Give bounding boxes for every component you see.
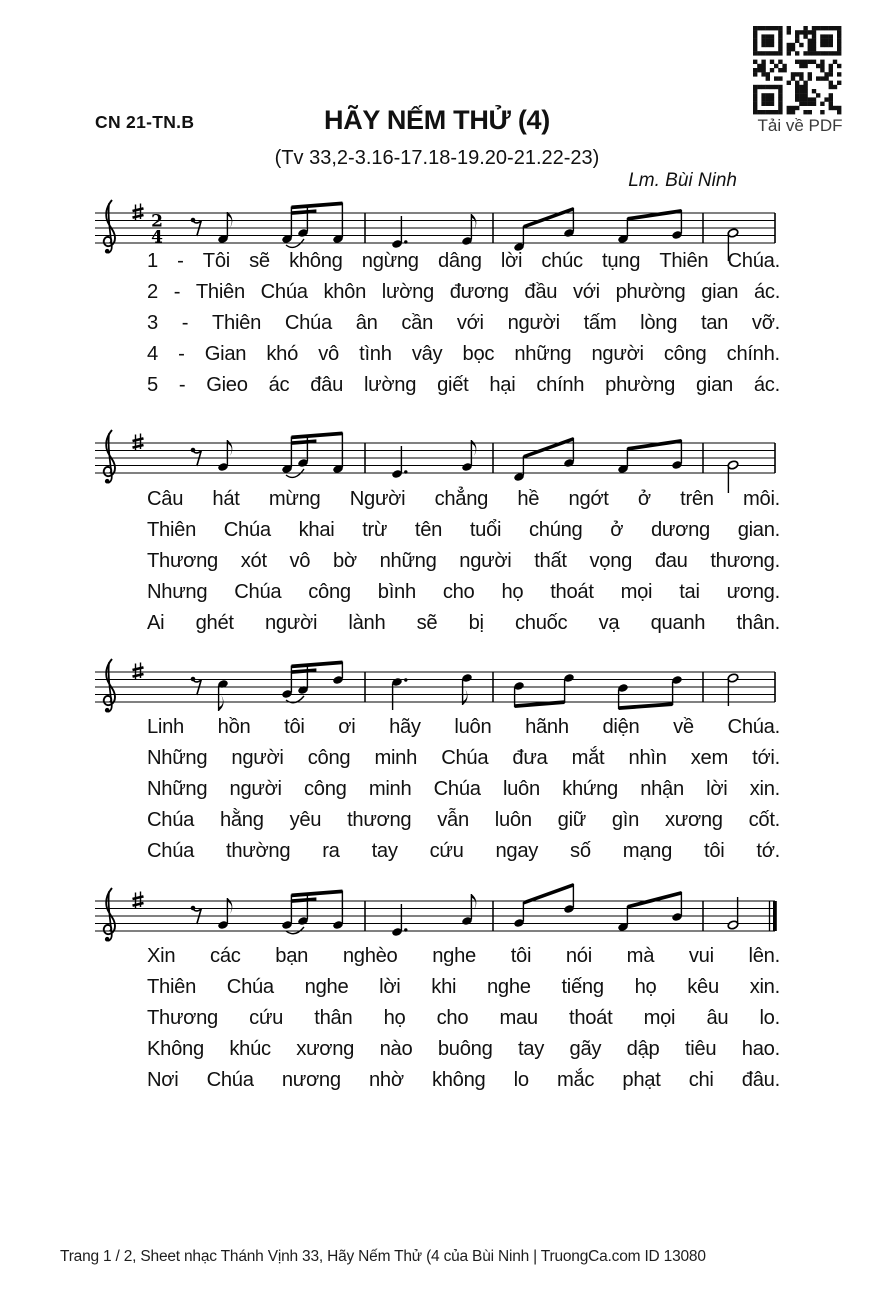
lyric-word: hao. — [741, 1038, 780, 1060]
lyric-word: buông — [437, 1038, 493, 1060]
lyric-word: xót — [240, 550, 267, 572]
lyric-word: tôi — [510, 945, 532, 967]
lyric-word: cứu — [429, 840, 464, 862]
lyric-word: Chúa — [433, 778, 481, 800]
lyric-word: lên. — [748, 945, 780, 967]
lyric-word: mọi — [620, 581, 653, 603]
lyric-word: đau — [654, 550, 688, 572]
lyric-line — [147, 1069, 780, 1100]
lyric-word: Những — [147, 778, 208, 800]
lyric-word: Thiên — [659, 250, 709, 272]
lyric-word: Tôi — [202, 250, 230, 272]
treble-clef-icon — [104, 430, 115, 484]
lyric-word: người — [459, 550, 512, 572]
qr-code[interactable] — [753, 26, 841, 114]
lyric-word: tiếng — [561, 976, 604, 998]
lyric-word: Thiên — [147, 519, 196, 541]
lyric-word: họ — [501, 581, 524, 603]
lyric-word: lường — [363, 374, 417, 396]
time-signature-bottom: 4 — [151, 227, 163, 248]
lyric-word: người — [264, 612, 318, 634]
lyric-word: những — [514, 343, 572, 365]
lyric-word: đâu. — [741, 1069, 780, 1091]
lyric-line — [147, 312, 780, 343]
lyric-word: phường — [615, 281, 686, 303]
footer-text: Trang 1 / 2, Sheet nhạc Thánh Vịnh 33, Hãy Nếm Thử (4 của Bùi Ninh | TruongCa.com ID 13080 — [60, 1248, 706, 1265]
lyric-word: không — [289, 250, 343, 272]
lyric-line — [147, 1038, 780, 1069]
lyric-word: xem — [690, 747, 728, 769]
lyric-line — [147, 550, 780, 581]
lyric-word: Thiên — [147, 976, 196, 998]
lyric-word: nhờ — [368, 1069, 404, 1091]
lyric-word: tiêu — [684, 1038, 717, 1060]
lyric-word: vô — [318, 343, 339, 365]
lyric-word: lường — [381, 281, 434, 303]
lyric-word: Xin — [147, 945, 176, 967]
lyric-word: vui — [688, 945, 714, 967]
download-pdf-link[interactable] — [753, 26, 847, 136]
lyric-word: giết — [437, 374, 469, 396]
liturgical-code: CN 21-TN.B — [95, 112, 195, 132]
lyric-word: gãy — [569, 1038, 602, 1060]
lyric-word: - — [173, 281, 181, 303]
lyric-word: 4 — [147, 343, 158, 365]
lyric-word: bạn — [275, 945, 309, 967]
lyric-word: hằng — [219, 809, 264, 831]
lyric-line — [147, 809, 780, 840]
lyric-word: tôi — [704, 840, 725, 862]
lyric-line — [147, 1007, 780, 1038]
lyric-word: Chúa — [223, 519, 271, 541]
lyric-word: vô — [289, 550, 311, 572]
lyric-word: sẽ — [249, 250, 270, 272]
lyric-word: - — [178, 343, 185, 365]
lyric-word: thân. — [736, 612, 780, 634]
lyric-word: tên — [414, 519, 443, 541]
lyric-line — [147, 778, 780, 809]
lyric-word: tay — [371, 840, 398, 862]
lyric-word: 2 — [147, 281, 158, 303]
lyric-word: chính. — [726, 343, 780, 365]
lyric-word: thất — [534, 550, 567, 572]
lyric-word: tới. — [752, 747, 780, 769]
sharp-icon — [133, 204, 144, 221]
lyric-word: Chúa — [441, 747, 489, 769]
lyric-line — [147, 976, 780, 1007]
lyric-word: cứu — [249, 1007, 284, 1029]
lyric-line — [147, 488, 780, 519]
composer-name: Lm. Bùi Ninh — [628, 170, 737, 191]
lyric-word: đưa — [512, 747, 548, 769]
lyric-word: vây — [411, 343, 443, 365]
lyric-line — [147, 945, 780, 976]
lyric-word: cho — [436, 1007, 469, 1029]
lyric-word: 3 — [147, 312, 158, 334]
lyric-word: Chúa — [226, 976, 274, 998]
lyric-word: ác. — [753, 281, 780, 303]
lyric-word: tôi — [284, 716, 305, 738]
lyric-word: diện — [602, 716, 640, 738]
treble-clef-icon — [104, 659, 115, 713]
lyric-word: công — [663, 343, 707, 365]
lyric-word: mắt — [571, 747, 605, 769]
lyric-word: 1 — [147, 250, 158, 272]
lyric-word: ghét — [195, 612, 234, 634]
lyric-word: 5 — [147, 374, 158, 396]
lyric-word: các — [210, 945, 241, 967]
lyric-word: tụng — [602, 250, 641, 272]
lyric-word: ngừng — [361, 250, 419, 272]
lyric-word: Những — [147, 747, 208, 769]
lyric-word: tay — [518, 1038, 545, 1060]
lyric-word: dập — [626, 1038, 660, 1060]
lyric-line — [147, 840, 780, 871]
lyric-word: hãy — [389, 716, 421, 738]
treble-clef-icon — [104, 888, 115, 942]
lyric-word: nghe — [304, 976, 349, 998]
lyric-word: hãnh — [525, 716, 569, 738]
lyric-word: tuổi — [469, 519, 502, 541]
lyric-word: Chúa — [147, 840, 195, 862]
verse-block-2 — [147, 488, 780, 643]
lyric-word: luôn — [454, 716, 492, 738]
lyric-line — [147, 281, 780, 312]
lyric-word: phường — [605, 374, 676, 396]
lyric-word: những — [379, 550, 437, 572]
lyric-word: minh — [374, 747, 418, 769]
lyric-word: hề — [517, 488, 540, 510]
lyric-word: với — [572, 281, 600, 303]
time-signature-top: 2 — [151, 211, 163, 232]
lyric-word: ác — [268, 374, 290, 396]
lyric-word: khó — [266, 343, 299, 365]
lyric-word: vạ — [598, 612, 620, 634]
lyric-word: nói — [565, 945, 592, 967]
lyric-line — [147, 747, 780, 778]
lyric-word: nghe — [486, 976, 531, 998]
lyric-word: vọng — [589, 550, 633, 572]
lyric-word: lo. — [759, 1007, 780, 1029]
lyric-line — [147, 250, 780, 281]
lyric-word: Chúa — [260, 281, 308, 303]
lyric-word: tấm — [583, 312, 617, 334]
lyric-word: kêu — [687, 976, 719, 998]
lyric-word: đâu — [310, 374, 344, 396]
lyric-word: trừ — [362, 519, 388, 541]
lyric-word: Nơi — [147, 1069, 179, 1091]
lyric-word: Ai — [147, 612, 165, 634]
lyric-word: ác. — [753, 374, 780, 396]
lyric-word: lời — [706, 778, 728, 800]
lyric-word: lời — [500, 250, 523, 272]
lyric-word: ương. — [726, 581, 780, 603]
lyric-word: nhìn — [628, 747, 667, 769]
lyric-word: chi — [688, 1069, 714, 1091]
lyric-word: âu — [706, 1007, 729, 1029]
lyric-word: khi — [431, 976, 457, 998]
lyric-word: mà — [626, 945, 655, 967]
lyric-word: lòng — [640, 312, 678, 334]
lyric-word: thoát — [550, 581, 594, 603]
lyric-word: khúc — [229, 1038, 271, 1060]
psalm-reference: (Tv 33,2-3.16-17.18-19.20-21.22-23) — [274, 147, 600, 169]
lyric-word: Chúa — [147, 809, 195, 831]
lyric-word: chẳng — [434, 488, 489, 510]
lyric-word: Thương — [147, 550, 218, 572]
lyric-word: tan — [700, 312, 729, 334]
verse-block-3 — [147, 716, 780, 871]
lyric-word: tình — [359, 343, 392, 365]
lyric-word: về — [673, 716, 694, 738]
lyric-word: luôn — [502, 778, 540, 800]
lyric-line — [147, 519, 780, 550]
lyric-line — [147, 716, 780, 747]
lyric-word: không — [431, 1069, 486, 1091]
lyric-word: lành — [348, 612, 386, 634]
lyric-word: dương — [650, 519, 710, 541]
lyric-word: Chúa — [234, 581, 282, 603]
lyric-word: Linh — [147, 716, 184, 738]
lyric-word: cần — [401, 312, 434, 334]
qr-label[interactable]: Tải về PDF — [757, 116, 843, 136]
lyric-word: giữ — [557, 809, 586, 831]
lyric-word: người — [591, 343, 644, 365]
lyric-word: cốt. — [748, 809, 780, 831]
lyric-word: nghèo — [342, 945, 398, 967]
lyric-word: họ — [383, 1007, 406, 1029]
lyric-word: mau — [499, 1007, 538, 1029]
lyric-word: môi. — [743, 488, 780, 510]
lyric-word: xương — [664, 809, 723, 831]
sharp-icon — [133, 663, 144, 680]
lyric-word: Người — [349, 488, 406, 510]
lyric-word: Chúa. — [727, 250, 780, 272]
lyric-word: nào — [379, 1038, 413, 1060]
lyric-word: phạt — [622, 1069, 661, 1091]
lyric-word: nhận — [640, 778, 684, 800]
lyric-word: ra — [322, 840, 340, 862]
verse-block-4 — [147, 945, 780, 1100]
sharp-icon — [133, 434, 144, 451]
lyric-word: người — [231, 747, 284, 769]
lyric-word: Chúa. — [727, 716, 780, 738]
lyric-word: ngay — [495, 840, 539, 862]
lyric-word: vỡ. — [751, 312, 780, 334]
lyric-word: Không — [147, 1038, 204, 1060]
lyric-word: mừng — [268, 488, 321, 510]
lyric-word: số — [570, 840, 591, 862]
lyric-word: hát — [212, 488, 240, 510]
lyric-line — [147, 581, 780, 612]
lyric-word: gìn — [611, 809, 640, 831]
lyric-word: chính — [536, 374, 585, 396]
lyric-word: thương. — [710, 550, 780, 572]
lyric-word: khôn — [323, 281, 367, 303]
lyric-word: minh — [368, 778, 412, 800]
lyric-word: nghe — [432, 945, 476, 967]
lyric-word: Câu — [147, 488, 184, 510]
lyric-word: khứng — [562, 778, 618, 800]
lyric-word: gian. — [737, 519, 780, 541]
lyric-word: thoát — [569, 1007, 613, 1029]
lyric-word: khai — [298, 519, 335, 541]
lyric-word: đầu — [524, 281, 558, 303]
lyric-word: hại — [489, 374, 516, 396]
lyric-word: chúng — [528, 519, 583, 541]
lyric-word: ở — [610, 519, 624, 541]
lyric-word: thân — [314, 1007, 353, 1029]
lyric-word: lời — [379, 976, 401, 998]
lyric-word: tai — [679, 581, 700, 603]
lyric-word: Chúa — [206, 1069, 254, 1091]
lyric-word: công — [308, 581, 351, 603]
lyric-word: Chúa — [284, 312, 332, 334]
lyric-word: mắc — [556, 1069, 595, 1091]
lyric-word: người — [229, 778, 282, 800]
lyric-line — [147, 343, 780, 374]
lyric-word: - — [178, 374, 186, 396]
lyric-word: công — [303, 778, 347, 800]
lyric-word: bọc — [462, 343, 495, 365]
lyric-word: quanh — [650, 612, 706, 634]
lyric-word: bình — [377, 581, 416, 603]
lyric-word: sẽ — [416, 612, 438, 634]
lyric-word: Gieo — [206, 374, 248, 396]
lyric-word: thương — [347, 809, 412, 831]
lyric-word: Thiên — [195, 281, 245, 303]
page-title: HÃY NẾM THỬ (4) — [324, 105, 550, 135]
lyric-line — [147, 374, 780, 405]
lyric-word: xương — [296, 1038, 355, 1060]
lyric-word: Thương — [147, 1007, 218, 1029]
lyric-word: ân — [355, 312, 378, 334]
lyric-word: bờ — [332, 550, 357, 572]
lyric-word: luôn — [494, 809, 532, 831]
lyric-word: thường — [226, 840, 291, 862]
lyric-word: mọi — [643, 1007, 676, 1029]
qr-code-icon[interactable] — [753, 26, 847, 114]
lyric-line — [147, 612, 780, 643]
lyric-word: tớ. — [756, 840, 780, 862]
lyric-word: cho — [442, 581, 475, 603]
lyric-word: lo — [513, 1069, 529, 1091]
lyric-word: gian — [701, 281, 739, 303]
lyric-word: dâng — [437, 250, 482, 272]
lyric-word: nương — [281, 1069, 341, 1091]
lyric-word: chuốc — [514, 612, 568, 634]
lyric-word: trên — [680, 488, 714, 510]
lyric-word: yêu — [289, 809, 322, 831]
lyric-word: bị — [468, 612, 484, 634]
lyric-word: Thiên — [212, 312, 261, 334]
lyric-word: ơi — [338, 716, 356, 738]
lyric-word: mạng — [622, 840, 673, 862]
lyric-word: xin. — [749, 976, 780, 998]
sharp-icon — [133, 892, 144, 909]
treble-clef-icon — [104, 200, 115, 254]
lyric-word: vẫn — [437, 809, 469, 831]
verse-block-1 — [147, 250, 780, 405]
lyric-word: gian — [695, 374, 733, 396]
lyric-word: - — [177, 250, 184, 272]
lyric-word: - — [181, 312, 189, 334]
lyric-word: công — [307, 747, 351, 769]
lyric-word: người — [507, 312, 560, 334]
lyric-word: hồn — [217, 716, 251, 738]
lyric-word: ngớt — [568, 488, 609, 510]
lyric-word: với — [456, 312, 484, 334]
lyric-word: chúc — [541, 250, 583, 272]
lyric-word: Nhưng — [147, 581, 208, 603]
lyric-word: ở — [637, 488, 651, 510]
lyric-word: họ — [634, 976, 657, 998]
lyric-word: Gian — [204, 343, 247, 365]
lyric-word: xin. — [749, 778, 780, 800]
lyric-word: đương — [449, 281, 509, 303]
